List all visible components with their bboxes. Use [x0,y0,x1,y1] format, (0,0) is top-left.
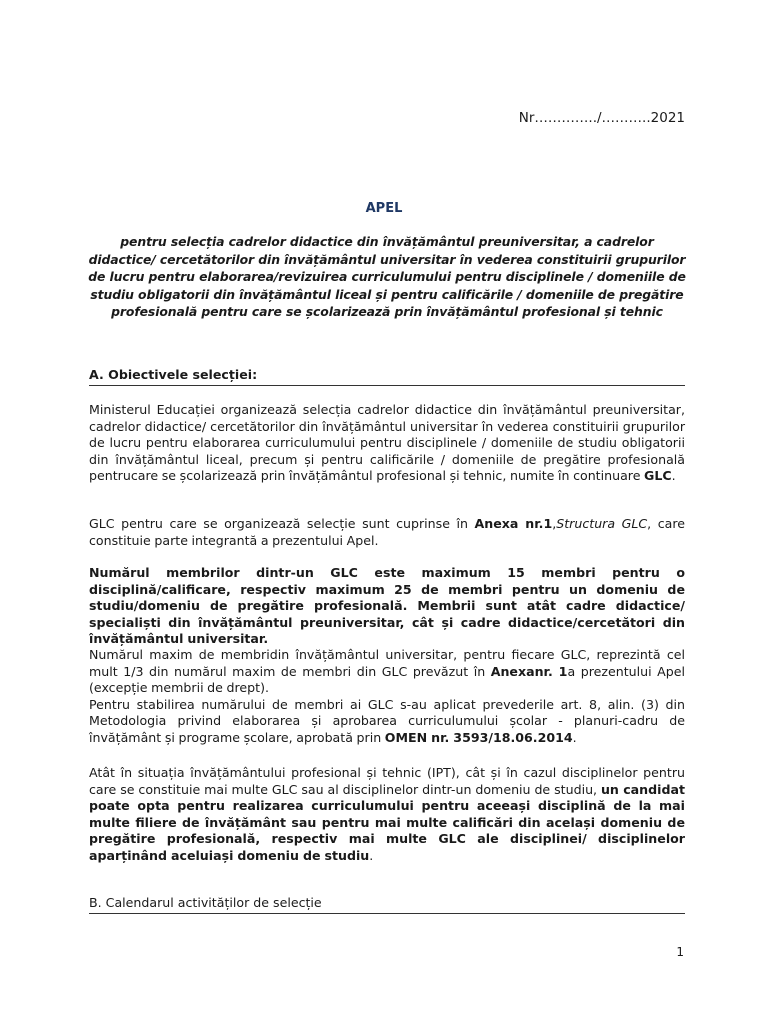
page-number: 1 [676,945,684,959]
paragraph-text: GLC pentru care se organizează selecție sunt cuprinse în [89,516,475,531]
paragraph-text: Atât în situația învățământului profesional și tehnic (IPT), cât și în cazul disciplinelor pentru care se constituie mai multe GLC sau al disciplinelor dintr-un domeniu de studiu, [89,765,685,797]
paragraph-glc-annex [89,516,685,549]
punctuation: . [572,729,577,745]
paragraph-members-count: Numărul membrilor dintr-un GLC este maximum 15 membri pentru o disciplină/calificare, respectiv maximum 25 de membri pentru un domeniu de studiu/domeniu de pregătire profesională. Membrii sunt atât cadre didactice/ specialiști din învățământul preuniversitar, cât și cadre didactice/cercetători din învățământul universitar. [89,565,685,646]
paragraph-university-members [89,647,685,746]
bold-term-glc: GLC [644,468,672,483]
italic-structure-ref: Structura GLC [556,516,648,531]
paragraph-text: a prezentului Apel (excepție membrii de drept). [89,663,685,695]
bold-order-ref: OMEN nr. 3593/18.06.2014 [384,729,573,745]
paragraph-objectives [89,402,685,485]
section-b-heading: B. Calendarul activităților de selecție [89,895,685,914]
punctuation: . [671,468,676,483]
document-title: APEL [365,201,403,216]
bold-annex-ref: Anexanr. 1 [490,663,568,679]
paragraph-candidate-options [89,765,685,864]
bold-annex-ref: Anexa nr.1 [474,516,553,531]
punctuation: , [552,516,557,531]
bold-candidate-rule: un candidat poate opta pentru realizarea curriculumului pentru aceeași disciplină de la mai multe filiere de învățământ sau pentru mai multe calificări din același domeniu de pregătire profesională, respectiv mai multe GLC ale disciplinei/ disciplinelor aparținând aceluiași domeniu de studiu [89,781,685,863]
punctuation: . [369,847,374,863]
document-subtitle: pentru selecția cadrelor didactice din învățământul preuniversitar, a cadrelor didactice/ cercetătorilor din învățământul universitar în vederea constituirii grupurilor de lucru pentru elaborarea/revizuirea curriculumului pentru disciplinele / domeniile de studiu obligatorii din învățământul liceal și pentru calificările / domeniile de pregătire profesională pentru care se școlarizează prin învățământul profesional și tehnic [88,234,686,320]
paragraph-text: Ministerul Educației organizează selecția cadrelor didactice din învățământul preuniversitar, cadrelor didactice/ cercetătorilor din învățământul universitar în vederea constituirii grupurilor de lucru pentru elaborarea curriculumului pentru disciplinele / domeniile de studiu obligatorii din învățământul liceal, precum și pentru calificările / domeniile de pregătire profesională pentrucare se școlarizează prin învățământul profesional și tehnic, numite în continuare [89,402,685,483]
registration-number-line: Nr…………../………..2021 [518,110,685,126]
section-a-heading: A. Obiectivele selecției: [89,367,685,386]
paragraph-text: Pentru stabilirea numărului de membri ai GLC s-au aplicat prevederile art. 8, alin. (3) din Metodologia privind elaborarea și aprobarea curriculumului școlar - planuri-cadru de învățământ și programe școlare, aprobată prin [89,696,685,745]
paragraph-text: Numărul maxim de membridin învățământul universitar, pentru fiecare GLC, reprezintă cel mult 1/3 din numărul maxim de membri din GLC prevăzut în [89,647,685,679]
paragraph-text: , care constituie parte integrantă a prezentului Apel. [89,516,685,548]
